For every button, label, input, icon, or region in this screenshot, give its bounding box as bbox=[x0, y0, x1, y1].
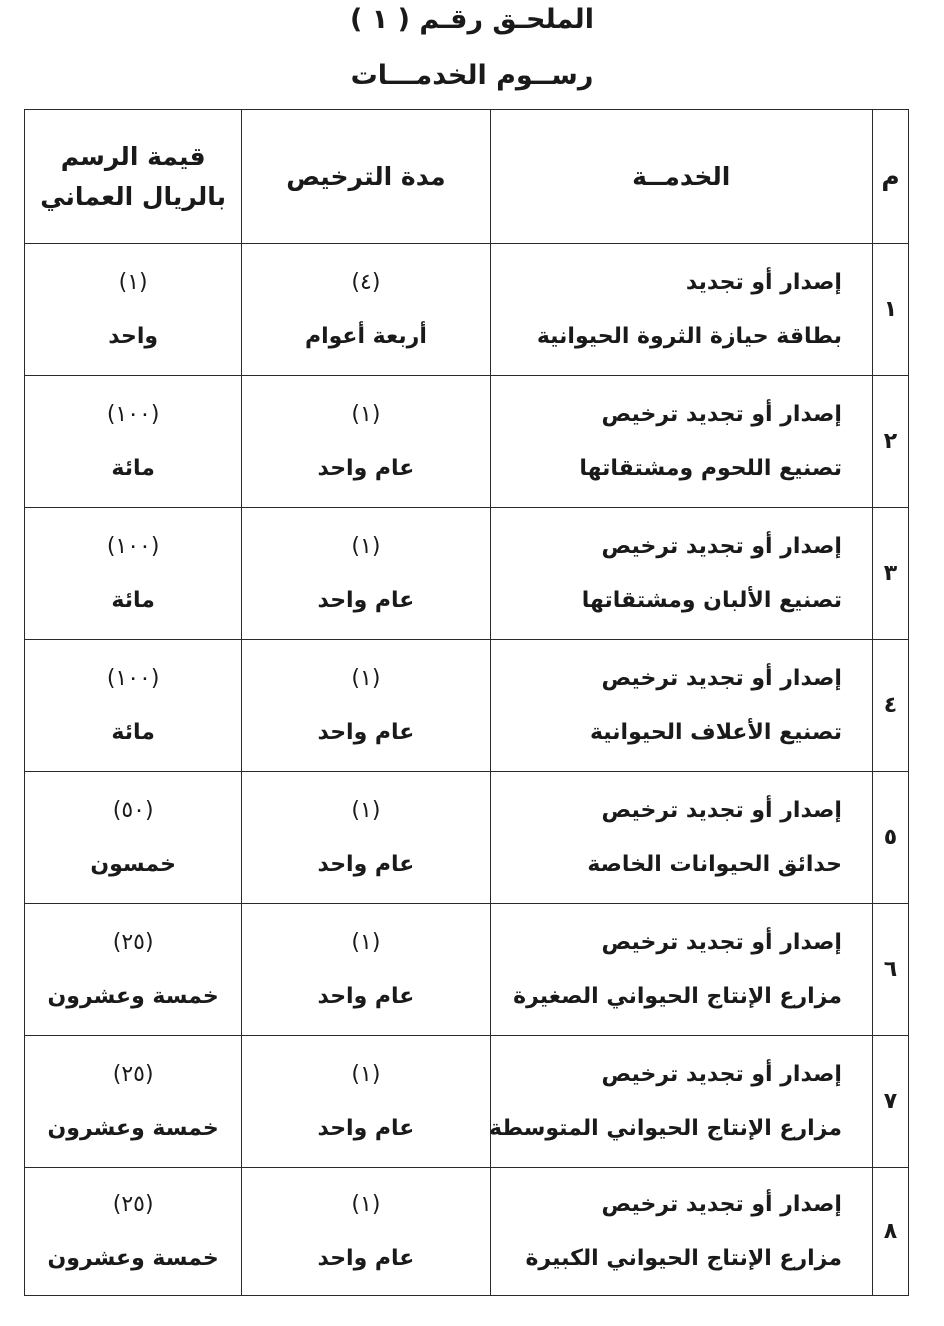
duration-cell bbox=[242, 904, 490, 1036]
header-duration: مدة الترخيص bbox=[242, 110, 490, 244]
fee-number: (١) bbox=[118, 269, 148, 295]
duration-text: عام واحد bbox=[317, 455, 415, 481]
fee-text: خمسون bbox=[90, 851, 176, 877]
service-cell bbox=[490, 1168, 872, 1296]
duration-cell bbox=[242, 508, 490, 640]
row-number: ٤ bbox=[872, 640, 908, 772]
duration-number: (١) bbox=[351, 401, 381, 427]
page-title: الملحـق رقـم ( ١ ) bbox=[350, 4, 594, 35]
row-number: ٦ bbox=[872, 904, 908, 1036]
duration-cell bbox=[242, 376, 490, 508]
fee-number: (٥٠) bbox=[112, 797, 154, 823]
fee-cell bbox=[25, 1036, 242, 1168]
fee-number: (٢٥) bbox=[112, 1061, 154, 1087]
duration-text: عام واحد bbox=[317, 719, 415, 745]
duration-number: (١) bbox=[351, 1061, 381, 1087]
service-line1: إصدار أو تجديد ترخيص bbox=[601, 533, 842, 559]
duration-cell bbox=[242, 640, 490, 772]
table-row bbox=[25, 1036, 909, 1168]
row-number: ٧ bbox=[872, 1036, 908, 1168]
fee-cell bbox=[25, 640, 242, 772]
service-line2: مزارع الإنتاج الحيواني المتوسطة bbox=[488, 1115, 842, 1141]
service-line1: إصدار أو تجديد ترخيص bbox=[601, 1061, 842, 1087]
fee-text: خمسة وعشرون bbox=[47, 983, 219, 1009]
table-row bbox=[25, 508, 909, 640]
fee-cell bbox=[25, 376, 242, 508]
service-cell bbox=[490, 244, 872, 376]
service-cell bbox=[490, 772, 872, 904]
header-fee-line1: قيمة الرسم bbox=[60, 141, 206, 171]
duration-number: (٤) bbox=[351, 269, 381, 295]
fee-number: (١٠٠) bbox=[106, 401, 160, 427]
fees-table bbox=[24, 109, 909, 1296]
duration-text: عام واحد bbox=[317, 851, 415, 877]
row-number: ١ bbox=[872, 244, 908, 376]
row-number: ٣ bbox=[872, 508, 908, 640]
duration-cell bbox=[242, 1168, 490, 1296]
service-line1: إصدار أو تجديد ترخيص bbox=[601, 665, 842, 691]
service-line2: تصنيع اللحوم ومشتقاتها bbox=[579, 455, 842, 481]
duration-number: (١) bbox=[351, 665, 381, 691]
service-cell bbox=[490, 1036, 872, 1168]
service-line1: إصدار أو تجديد ترخيص bbox=[601, 929, 842, 955]
table-header-row bbox=[25, 110, 909, 244]
row-number: ٥ bbox=[872, 772, 908, 904]
fee-text: مائة bbox=[111, 587, 155, 613]
header-service: الخدمــة bbox=[490, 110, 872, 244]
fee-number: (١٠٠) bbox=[106, 665, 160, 691]
fee-cell bbox=[25, 904, 242, 1036]
fee-number: (٢٥) bbox=[112, 929, 154, 955]
service-line2: بطاقة حيازة الثروة الحيوانية bbox=[536, 323, 842, 349]
table-row bbox=[25, 1168, 909, 1296]
service-line1: إصدار أو تجديد ترخيص bbox=[601, 797, 842, 823]
table-row bbox=[25, 376, 909, 508]
header-fee-line2: بالريال العماني bbox=[40, 181, 227, 211]
service-line2: مزارع الإنتاج الحيواني الصغيرة bbox=[513, 983, 842, 1009]
service-cell bbox=[490, 508, 872, 640]
header-number: م bbox=[872, 110, 908, 244]
duration-cell bbox=[242, 244, 490, 376]
duration-number: (١) bbox=[351, 533, 381, 559]
header-fee bbox=[25, 110, 242, 244]
fee-cell bbox=[25, 1168, 242, 1296]
duration-text: عام واحد bbox=[317, 1245, 415, 1271]
service-cell bbox=[490, 640, 872, 772]
service-line1: إصدار أو تجديد bbox=[685, 269, 842, 295]
fee-text: خمسة وعشرون bbox=[47, 1115, 219, 1141]
duration-cell bbox=[242, 772, 490, 904]
service-line2: تصنيع الألبان ومشتقاتها bbox=[581, 587, 842, 613]
fee-cell bbox=[25, 772, 242, 904]
service-line1: إصدار أو تجديد ترخيص bbox=[601, 401, 842, 427]
service-line2: مزارع الإنتاج الحيواني الكبيرة bbox=[525, 1245, 842, 1271]
table-row bbox=[25, 772, 909, 904]
fee-text: مائة bbox=[111, 719, 155, 745]
fee-text: خمسة وعشرون bbox=[47, 1245, 219, 1271]
duration-text: عام واحد bbox=[317, 587, 415, 613]
table-row bbox=[25, 244, 909, 376]
fee-text: واحد bbox=[108, 323, 159, 349]
duration-number: (١) bbox=[351, 929, 381, 955]
duration-text: أربعة أعوام bbox=[304, 323, 427, 349]
service-cell bbox=[490, 904, 872, 1036]
service-cell bbox=[490, 376, 872, 508]
table-row bbox=[25, 640, 909, 772]
duration-number: (١) bbox=[351, 797, 381, 823]
duration-text: عام واحد bbox=[317, 1115, 415, 1141]
row-number: ٢ bbox=[872, 376, 908, 508]
service-line2: تصنيع الأعلاف الحيوانية bbox=[589, 719, 842, 745]
duration-cell bbox=[242, 1036, 490, 1168]
service-line2: حدائق الحيوانات الخاصة bbox=[587, 851, 842, 877]
fee-number: (٢٥) bbox=[112, 1191, 154, 1217]
fee-text: مائة bbox=[111, 455, 155, 481]
row-number: ٨ bbox=[872, 1168, 908, 1296]
fee-number: (١٠٠) bbox=[106, 533, 160, 559]
duration-text: عام واحد bbox=[317, 983, 415, 1009]
fee-cell bbox=[25, 244, 242, 376]
table-row bbox=[25, 904, 909, 1036]
duration-number: (١) bbox=[351, 1191, 381, 1217]
fee-cell bbox=[25, 508, 242, 640]
page-subtitle: رســوم الخدمـــات bbox=[350, 60, 594, 91]
service-line1: إصدار أو تجديد ترخيص bbox=[601, 1191, 842, 1217]
